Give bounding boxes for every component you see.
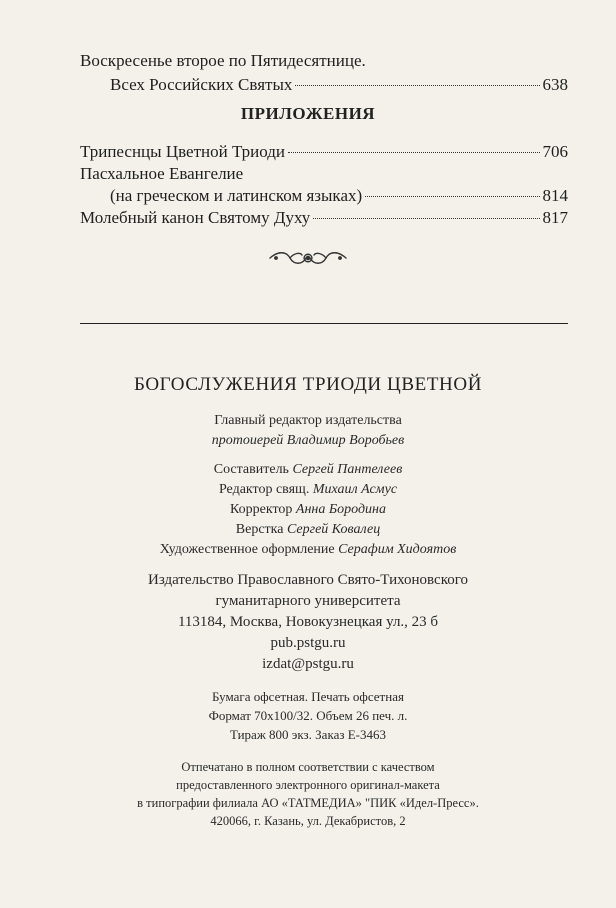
layout-line — [0, 522, 616, 538]
toc-entry-page: 706 — [542, 142, 568, 161]
printed-note-1: Отпечатано в полном соответствии с качеством — [181, 760, 435, 774]
toc-entry — [80, 50, 568, 72]
decorative-ornament-icon — [268, 247, 348, 269]
toc-leader-dots — [295, 85, 539, 86]
toc-entry — [80, 141, 568, 163]
compiler-line — [0, 462, 616, 478]
design-line — [0, 542, 616, 558]
editor-label: Редактор свящ. — [218, 482, 310, 497]
book-title: БОГОСЛУЖЕНИЯ ТРИОДИ ЦВЕТНОЙ — [133, 374, 483, 395]
toc-entry — [80, 207, 568, 229]
toc-entry — [80, 163, 568, 185]
design-name: Серафим Хидоятов — [338, 542, 457, 557]
section-heading: ПРИЛОЖЕНИЯ — [240, 104, 376, 123]
publisher-email: izdat@pstgu.ru — [262, 656, 354, 672]
publisher-line-2: гуманитарного университета — [215, 593, 401, 609]
proofreader-line — [0, 502, 616, 518]
toc-leader-dots — [365, 196, 539, 197]
publisher-address: 113184, Москва, Новокузнецкая ул., 23 б — [177, 614, 439, 630]
compiler-label: Составитель — [213, 462, 289, 477]
toc-entry-title: (на греческом и латинском языках) — [110, 186, 363, 205]
editor-name: Михаил Асмус — [312, 482, 398, 497]
proofreader-label: Корректор — [230, 502, 293, 517]
toc-entry-page: 638 — [542, 75, 568, 94]
layout-name: Сергей Ковалец — [286, 522, 381, 537]
design-label: Художественное оформление — [159, 542, 335, 557]
print-run-info: Тираж 800 экз. Заказ Е-3463 — [229, 727, 386, 742]
toc-entry-title: Молебный канон Святому Духу — [80, 208, 311, 227]
toc-entry-title: Пасхальное Евангелие — [80, 164, 244, 183]
toc-entry — [110, 74, 568, 96]
printed-note-4: 420066, г. Казань, ул. Декабристов, 2 — [210, 814, 406, 828]
chief-editor-name-text: протоиерей Владимир Воробьев — [211, 433, 405, 448]
layout-label: Верстка — [235, 522, 284, 537]
printed-note-3: в типографии филиала АО «ТАТМЕДИА» "ПИК «Идел-Пресс». — [137, 796, 479, 810]
toc-entry-page: 814 — [542, 186, 568, 205]
compiler-name: Сергей Пантелеев — [292, 462, 403, 477]
paper-info: Бумага офсетная. Печать офсетная — [212, 689, 404, 704]
toc-entry-title: Воскресенье второе по Пятидесятнице. — [80, 51, 366, 70]
proofreader-name: Анна Бородина — [295, 502, 386, 517]
chief-editor-label: Главный редактор издательства — [214, 413, 402, 428]
toc-entry-title: Трипеснцы Цветной Триоди — [80, 142, 286, 161]
toc-leader-dots — [288, 152, 539, 153]
format-info: Формат 70х100/32. Объем 26 печ. л. — [208, 708, 408, 723]
toc-entry-page: 817 — [542, 208, 568, 227]
publisher-line-1: Издательство Православного Свято-Тихоновского — [147, 572, 469, 588]
toc-entry — [110, 185, 568, 207]
editor-line — [0, 482, 616, 498]
publisher-website: pub.pstgu.ru — [270, 635, 346, 651]
toc-entry-title: Всех Российских Святых — [110, 75, 293, 94]
horizontal-rule — [80, 323, 568, 324]
printed-note-2: предоставленного электронного оригинал-макета — [176, 778, 440, 792]
chief-editor-name — [0, 433, 616, 449]
toc-leader-dots — [313, 218, 539, 219]
